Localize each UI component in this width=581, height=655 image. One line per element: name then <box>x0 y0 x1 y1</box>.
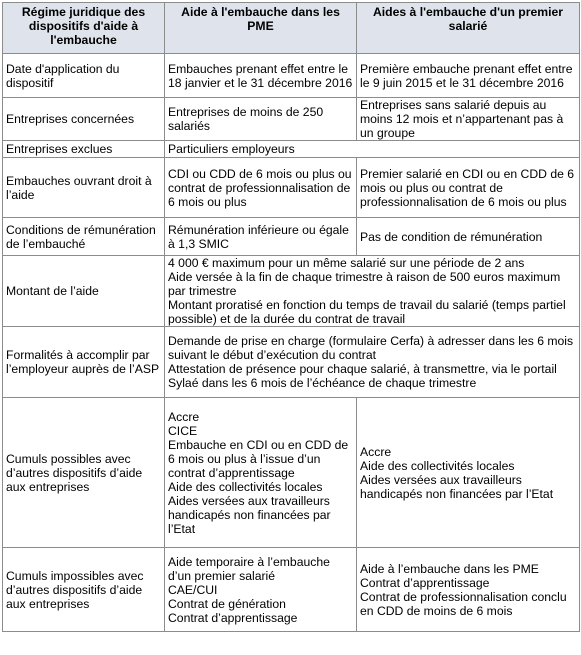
header-aide-premier-salarie: Aides à l'embauche d'un premier salarié <box>357 3 580 54</box>
cell-line: Embauche en CDI ou en CDD de 6 mois ou plus à l’issue d’un contrat d’apprentissage <box>168 437 349 480</box>
table-row <box>3 218 580 256</box>
cell-line: Accre <box>360 444 392 459</box>
table-row <box>3 398 580 548</box>
cell-line: Aide des collectivités locales <box>168 479 323 494</box>
cell-line: 4 000 € maximum pour un même salarié sur une période de 2 ans <box>168 256 525 270</box>
row-label: Embauches ouvrant droit à l’aide <box>3 158 165 218</box>
cell-line: Contrat d’apprentissage <box>360 575 490 590</box>
header-regime: Régime juridique des dispositifs d'aide à l'embauche <box>3 3 165 54</box>
cell-line: Embauches prenant effet entre le 18 janvier et le 31 décembre 2016 <box>168 61 353 90</box>
table-row <box>3 327 580 398</box>
row-label: Entreprises concernées <box>3 98 165 141</box>
cell-merged <box>165 141 580 158</box>
table-row <box>3 98 580 141</box>
cell-line: Aide temporaire à l’embauche d’un premier salarié <box>168 554 330 583</box>
row-label: Conditions de rémunération de l’embauché <box>3 218 165 256</box>
table-row <box>3 256 580 327</box>
cell-pme <box>165 218 357 256</box>
cell-premier <box>357 548 580 632</box>
cell-line: Aide versée à la fin de chaque trimestre à raison de 500 euros maximum par trimestre <box>168 270 561 298</box>
cell-premier <box>357 158 580 218</box>
cell-line: CAE/CUI <box>168 582 218 597</box>
table-row <box>3 141 580 158</box>
cell-line: Attestation de présence pour chaque salarié, à transmettre, via le portail Sylaé dans les 6 mois de l’échéance de chaque trimestre <box>168 362 557 390</box>
cell-merged <box>165 327 580 398</box>
cell-premier <box>357 398 580 548</box>
cell-line: Aides versées aux travailleurs handicapés non financées par l’Etat <box>168 493 331 536</box>
row-label: Entreprises exclues <box>3 141 165 158</box>
cell-line: Contrat de génération <box>168 596 286 611</box>
cell-line: Aides versées aux travailleurs handicapés non financées par l’Etat <box>360 472 554 501</box>
row-label: Cumuls impossibles avec d’autres dispositifs d’aide aux entreprises <box>3 548 165 632</box>
cell-line: Premier salarié en CDI ou en CDD de 6 mois ou plus ou contrat de professionnalisation de 6 mois ou plus <box>360 166 575 209</box>
header-aide-pme: Aide à l'embauche dans les PME <box>165 3 357 54</box>
cell-line: Entreprises sans salarié depuis au moins 12 mois et n’appartenant pas à un groupe <box>360 98 564 140</box>
cell-pme <box>165 158 357 218</box>
cell-pme <box>165 548 357 632</box>
cell-line: Entreprises de moins de 250 salariés <box>168 105 324 133</box>
row-label: Cumuls possibles avec d’autres dispositifs d’aide aux entreprises <box>3 398 165 548</box>
cell-premier <box>357 218 580 256</box>
cell-pme <box>165 54 357 98</box>
cell-line: Contrat d’apprentissage <box>168 610 298 625</box>
cell-merged <box>165 256 580 327</box>
table-row <box>3 158 580 218</box>
cell-line: Demande de prise en charge (formulaire Cerfa) à adresser dans les 6 mois suivant le début d’exécution du contrat <box>168 334 574 362</box>
table-row <box>3 54 580 98</box>
cell-line: Contrat de professionnalisation conclu en CDD de moins de 6 mois <box>360 589 567 618</box>
table-row <box>3 548 580 632</box>
cell-pme <box>165 398 357 548</box>
cell-pme <box>165 98 357 141</box>
cell-line: Particuliers employeurs <box>168 142 295 156</box>
comparison-table <box>2 2 580 632</box>
cell-line: CICE <box>168 423 198 438</box>
row-label: Date d'application du dispositif <box>3 54 165 98</box>
cell-line: Accre <box>168 409 200 424</box>
cell-line: Montant proratisé en fonction du temps de travail du salarié (temps partiel possible) et de la durée du contrat de travail <box>168 298 566 326</box>
cell-premier <box>357 54 580 98</box>
cell-premier <box>357 98 580 141</box>
cell-line: Rémunération inférieure ou égale à 1,3 SMIC <box>168 222 349 251</box>
cell-line: Aide à l’embauche dans les PME <box>360 561 539 576</box>
row-label: Formalités à accomplir par l’employeur auprès de l’ASP <box>3 327 165 398</box>
header-row <box>3 3 580 54</box>
cell-line: Première embauche prenant effet entre le 9 juin 2015 et le 31 décembre 2016 <box>360 61 573 90</box>
cell-line: Aide des collectivités locales <box>360 458 515 473</box>
cell-line: Pas de condition de rémunération <box>360 229 543 244</box>
cell-line: CDI ou CDD de 6 mois ou plus ou contrat de professionnalisation de 6 mois ou plus <box>168 166 352 209</box>
row-label: Montant de l’aide <box>3 256 165 327</box>
